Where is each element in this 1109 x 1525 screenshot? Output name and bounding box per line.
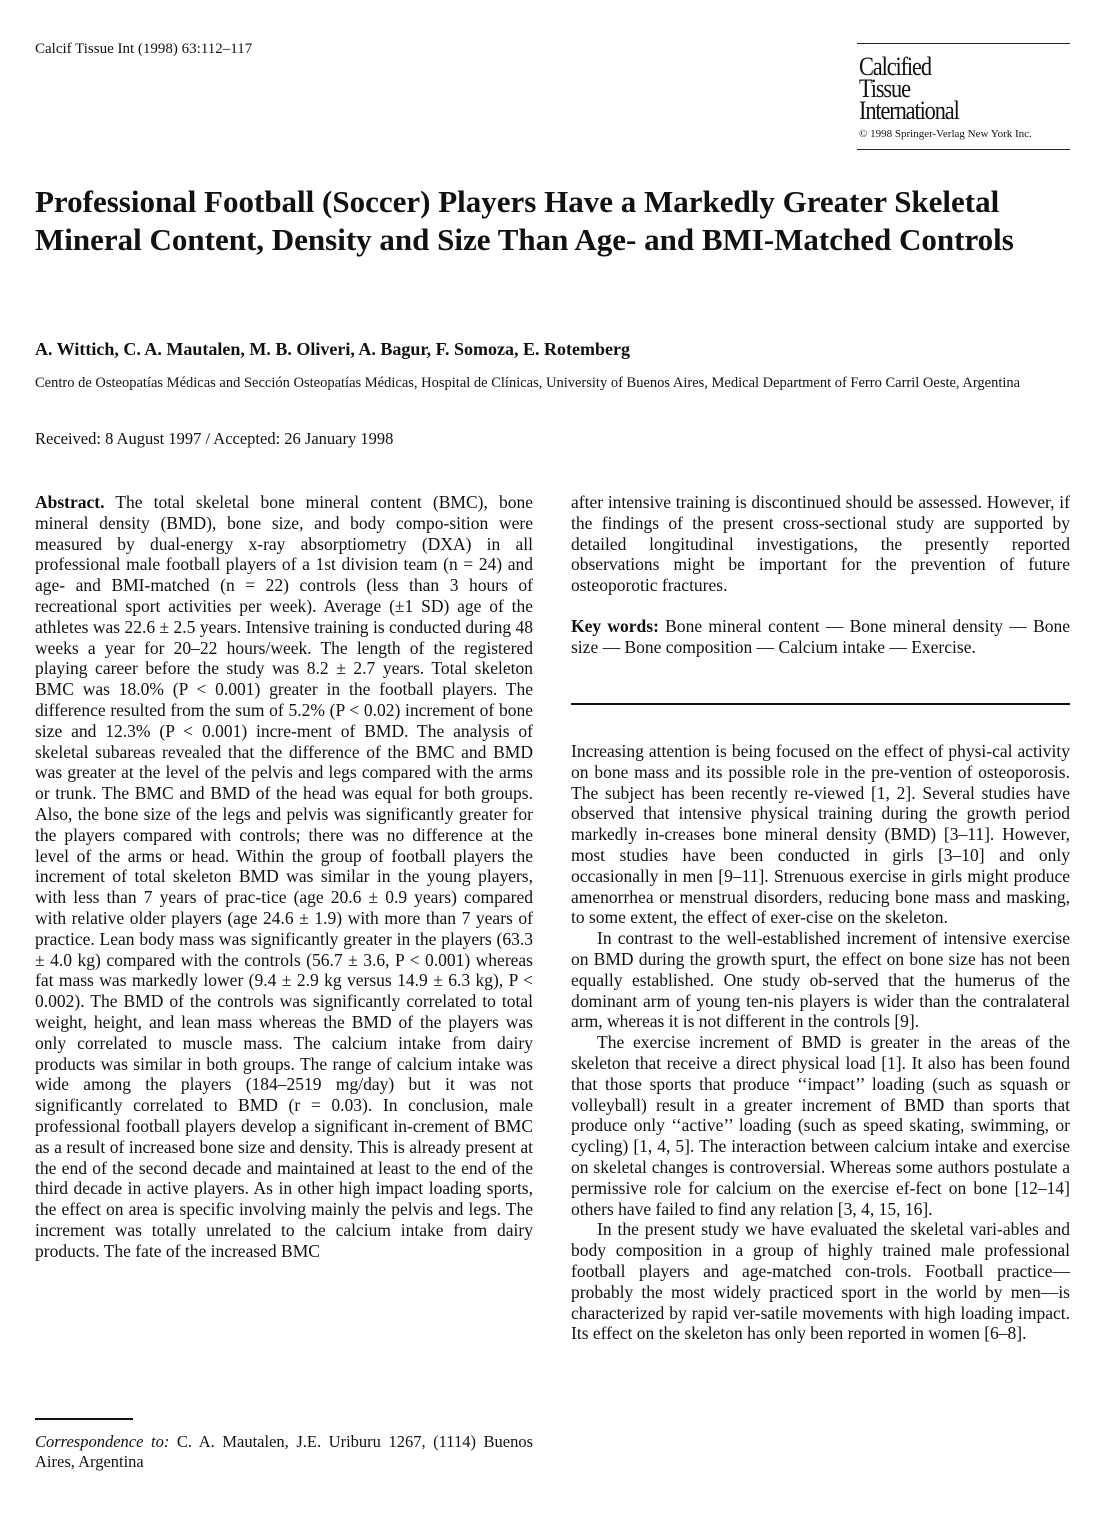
keywords-paragraph xyxy=(571,616,1070,658)
body-paragraph-2: In contrast to the well-established increment of intensive exercise on BMD during the growth spurt, the effect on bone size has not been equally established. One study ob-served that the humerus of the dominant arm of young ten-nis players is wider than the contralateral arm, whereas it is not different in the controls [9]. xyxy=(571,928,1070,1032)
section-divider xyxy=(571,703,1070,705)
copyright-notice: © 1998 Springer-Verlag New York Inc. xyxy=(859,128,1032,140)
abstract-continuation: after intensive training is discontinued should be assessed. However, if the findings of the present cross-sectional study are supported by detailed longitudinal investigations, the presently reported observations might be important for the prevention of future osteoporotic fractures. xyxy=(571,492,1070,596)
abstract-paragraph xyxy=(35,492,533,1261)
correspondence-footnote xyxy=(35,1432,533,1472)
affiliation: Centro de Osteopatías Médicas and Sección Osteopatías Médicas, Hospital de Clínicas, University of Buenos Aires, Medical Department of Ferro Carril Oeste, Argentina xyxy=(35,375,1021,391)
abstract-left-column xyxy=(35,492,533,1261)
received-dates: Received: 8 August 1997 / Accepted: 26 January 1998 xyxy=(35,429,394,448)
body-paragraph-4: In the present study we have evaluated the skeletal vari-ables and body composition in a group of highly trained male professional football players and age-matched con-trols. Football practice—probably the most widely practiced sport in the world by men—is characterized by rapid ver-satile movements with high loading impact. Its effect on the skeleton has only been reported in women [6–8]. xyxy=(571,1219,1070,1344)
journal-logo-line-2: Tissue xyxy=(859,74,910,103)
footnote-divider xyxy=(35,1418,133,1420)
journal-logo-line-1: Calcified xyxy=(859,52,931,81)
article-title: Professional Football (Soccer) Players Have a Markedly Greater Skeletal Mineral Content, Density and Size Than Age- and BMI-Matched Controls xyxy=(35,184,1014,257)
keywords-text: Bone mineral content — Bone mineral density — Bone size — Bone composition — Calcium intake — Exercise. xyxy=(571,615,1071,657)
keywords-label: Key words: xyxy=(571,615,659,636)
journal-logo-box xyxy=(857,43,1070,150)
abstract-right-column xyxy=(571,492,1070,658)
author-list: A. Wittich, C. A. Mautalen, M. B. Oliveri, A. Bagur, F. Somoza, E. Rotemberg xyxy=(35,339,630,359)
correspondence-label: Correspondence to: xyxy=(35,1432,170,1451)
body-paragraph-1: Increasing attention is being focused on the effect of physi-cal activity on bone mass and its possible role in the pre-vention of osteoporosis. The subject has been recently re-viewed [1, 2]. Several studies have observed that intensive physical training during the growth period markedly in-creases bone mineral density (BMD) [3–11]. However, most studies have been conducted in girls [3–10] and only occasionally in men [9–11]. Strenuous exercise in girls might produce amenorrhea or menstrual disorders, reducing bone mass and masking, to some extent, the effect of exer-cise on the skeleton. xyxy=(571,741,1070,928)
journal-citation: Calcif Tissue Int (1998) 63:112–117 xyxy=(35,41,253,57)
body-paragraph-3: The exercise increment of BMD is greater in the areas of the skeleton that receive a direct physical load [1]. It also has been found that those sports that produce ‘‘impact’’ loading (such as squash or volleyball) result in a greater increment of BMD than sports that produce only ‘‘active’’ loading (such as speed skating, swimming, or cycling) [1, 4, 5]. The interaction between calcium intake and exercise on skeletal changes is controversial. Whereas some authors postulate a permissive role for calcium on the exercise ef-fect on bone [12–14] others have failed to find any relation [3, 4, 15, 16]. xyxy=(571,1032,1070,1219)
journal-logo xyxy=(859,52,959,125)
introduction-column xyxy=(571,741,1070,1344)
abstract-label: Abstract. xyxy=(35,492,105,512)
correspondence-text: C. A. Mautalen, J.E. Uriburu 1267, (1114) Buenos Aires, Argentina xyxy=(35,1432,534,1471)
journal-logo-line-3: International xyxy=(859,96,959,125)
abstract-text: The total skeletal bone mineral content (BMC), bone mineral density (BMD), bone size, and body compo-sition were measured by dual-energy x-ray absorptiometry (DXA) in all professional male football players of a 1st division team (n = 24) and age- and BMI-matched (n = 22) controls (less than 3 hours of recreational sport activities per week). Average (±1 SD) age of the athletes was 22.6 ± 2.5 years. Intensive training is conducted during 48 weeks a year for 20–22 hours/week. The length of the registered playing career before the study was 8.2 ± 2.7 years. Total skeleton BMC was 18.0% (P < 0.001) greater in the football players. The difference resulted from the sum of 5.2% (P < 0.02) increment of bone size and 12.3% (P < 0.001) incre-ment of BMD. The analysis of skeletal subareas revealed that the difference of the BMC and BMD was greater at the level of the pelvis and legs compared with the arms or trunk. The BMC and BMD of the head was equal for both groups. Also, the bone size of the legs and pelvis was significantly greater for the players compared with controls; there was no difference at the level of the arms or head. Within the group of football players the increment of total skeleton BMD was similar in the young players, with less than 7 years of prac-tice (age 20.6 ± 0.9 years) compared with relative older players (age 24.6 ± 1.9) with more than 7 years of practice. Lean body mass was significantly greater in the players (63.3 ± 4.0 kg) compared with the controls (56.7 ± 3.6, P < 0.001) whereas fat mass was markedly lower (9.4 ± 2.9 kg versus 14.9 ± 6.3 kg), P < 0.002). The BMD of the controls was significantly correlated to total weight, height, and lean mass whereas the BMD of the players was only correlated to muscle mass. The calcium intake from dairy products was similar in both groups. The range of calcium intake was wide among the players (184–2519 mg/day) but it was not significantly correlated to BMD (r = 0.03). In conclusion, male professional football players develop a significant in-crement of BMC as a result of increased bone size and density. This is already present at the end of the second decade and maintained at least to the end of the third decade in active players. As in other high impact loading sports, the effect on area is specific involving mainly the pelvis and legs. The increment was totally unrelated to the calcium intake from dairy products. The fate of the increased BMC xyxy=(35,492,533,1261)
